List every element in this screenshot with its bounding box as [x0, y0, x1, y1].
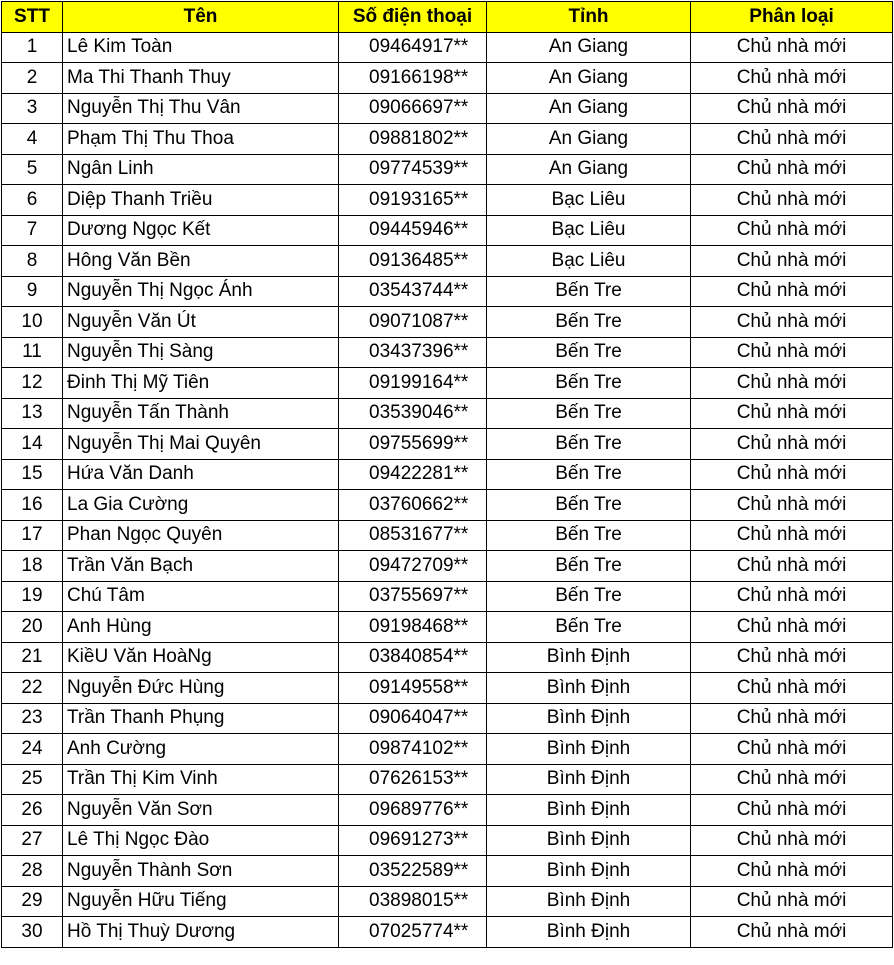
table-row: [2, 337, 893, 368]
contact-table: [1, 1, 893, 948]
row-phone: 09136485**: [339, 246, 487, 277]
row-name: Diệp Thanh Triều: [63, 185, 339, 216]
row-stt: 21: [2, 642, 63, 673]
row-province: Bình Định: [487, 825, 691, 856]
table-row: [2, 612, 893, 643]
row-name: Nguyễn Đức Hùng: [63, 673, 339, 704]
row-phone: 09689776**: [339, 795, 487, 826]
row-name: Nguyễn Tấn Thành: [63, 398, 339, 429]
table-row: [2, 307, 893, 338]
row-category: Chủ nhà mới: [691, 307, 893, 338]
row-name: Phạm Thị Thu Thoa: [63, 124, 339, 155]
row-name: Nguyễn Thị Sàng: [63, 337, 339, 368]
table-row: [2, 673, 893, 704]
row-name: La Gia Cường: [63, 490, 339, 521]
row-phone: 09166198**: [339, 63, 487, 94]
row-name: Nguyễn Thị Thu Vân: [63, 93, 339, 124]
row-stt: 30: [2, 917, 63, 948]
table-row: [2, 490, 893, 521]
table-row: [2, 246, 893, 277]
row-category: Chủ nhà mới: [691, 856, 893, 887]
row-category: Chủ nhà mới: [691, 551, 893, 582]
row-category: Chủ nhà mới: [691, 124, 893, 155]
row-name: Đinh Thị Mỹ Tiên: [63, 368, 339, 399]
table-row: [2, 154, 893, 185]
row-name: Nguyễn Thị Ngọc Ánh: [63, 276, 339, 307]
row-category: Chủ nhà mới: [691, 520, 893, 551]
table-row: [2, 276, 893, 307]
row-category: Chủ nhà mới: [691, 93, 893, 124]
row-stt: 14: [2, 429, 63, 460]
table-row: [2, 734, 893, 765]
row-stt: 19: [2, 581, 63, 612]
row-phone: 09445946**: [339, 215, 487, 246]
row-category: Chủ nhà mới: [691, 795, 893, 826]
table-row: [2, 886, 893, 917]
row-name: Lê Kim Toàn: [63, 32, 339, 63]
row-phone: 09193165**: [339, 185, 487, 216]
row-phone: 09464917**: [339, 32, 487, 63]
row-phone: 03543744**: [339, 276, 487, 307]
header-name: Tên: [63, 2, 339, 33]
row-category: Chủ nhà mới: [691, 886, 893, 917]
header-category: Phân loại: [691, 2, 893, 33]
row-name: Hứa Văn Danh: [63, 459, 339, 490]
table-row: [2, 825, 893, 856]
table-row: [2, 93, 893, 124]
row-province: An Giang: [487, 63, 691, 94]
row-category: Chủ nhà mới: [691, 276, 893, 307]
row-name: Nguyễn Hữu Tiếng: [63, 886, 339, 917]
row-province: An Giang: [487, 154, 691, 185]
row-phone: 07025774**: [339, 917, 487, 948]
row-category: Chủ nhà mới: [691, 398, 893, 429]
table-row: [2, 368, 893, 399]
row-province: Bến Tre: [487, 337, 691, 368]
row-phone: 09472709**: [339, 551, 487, 582]
row-province: Bạc Liêu: [487, 215, 691, 246]
table-row: [2, 764, 893, 795]
row-stt: 9: [2, 276, 63, 307]
row-stt: 12: [2, 368, 63, 399]
row-stt: 6: [2, 185, 63, 216]
row-phone: 03755697**: [339, 581, 487, 612]
row-phone: 09199164**: [339, 368, 487, 399]
row-stt: 13: [2, 398, 63, 429]
row-phone: 09149558**: [339, 673, 487, 704]
row-phone: 09881802**: [339, 124, 487, 155]
row-stt: 22: [2, 673, 63, 704]
row-province: Bến Tre: [487, 307, 691, 338]
row-phone: 03437396**: [339, 337, 487, 368]
row-stt: 4: [2, 124, 63, 155]
row-name: Anh Cường: [63, 734, 339, 765]
row-category: Chủ nhà mới: [691, 825, 893, 856]
row-phone: 09755699**: [339, 429, 487, 460]
row-province: Bình Định: [487, 764, 691, 795]
row-name: KiềU Văn HoàNg: [63, 642, 339, 673]
row-category: Chủ nhà mới: [691, 215, 893, 246]
row-phone: 03898015**: [339, 886, 487, 917]
row-province: Bình Định: [487, 917, 691, 948]
row-province: Bình Định: [487, 642, 691, 673]
header-phone: Số điện thoại: [339, 2, 487, 33]
row-category: Chủ nhà mới: [691, 612, 893, 643]
row-province: Bến Tre: [487, 551, 691, 582]
header-province: Tỉnh: [487, 2, 691, 33]
row-province: Bến Tre: [487, 520, 691, 551]
row-stt: 26: [2, 795, 63, 826]
row-stt: 15: [2, 459, 63, 490]
table-row: [2, 459, 893, 490]
row-stt: 27: [2, 825, 63, 856]
row-category: Chủ nhà mới: [691, 917, 893, 948]
row-category: Chủ nhà mới: [691, 368, 893, 399]
table-row: [2, 917, 893, 948]
row-category: Chủ nhà mới: [691, 642, 893, 673]
row-province: An Giang: [487, 124, 691, 155]
row-stt: 25: [2, 764, 63, 795]
row-category: Chủ nhà mới: [691, 246, 893, 277]
row-stt: 1: [2, 32, 63, 63]
row-stt: 18: [2, 551, 63, 582]
row-province: Bến Tre: [487, 368, 691, 399]
table-row: [2, 795, 893, 826]
row-name: Dương Ngọc Kết: [63, 215, 339, 246]
row-category: Chủ nhà mới: [691, 185, 893, 216]
row-phone: 03539046**: [339, 398, 487, 429]
row-category: Chủ nhà mới: [691, 429, 893, 460]
table-row: [2, 398, 893, 429]
row-phone: 08531677**: [339, 520, 487, 551]
row-category: Chủ nhà mới: [691, 459, 893, 490]
row-stt: 2: [2, 63, 63, 94]
row-name: Ma Thi Thanh Thuy: [63, 63, 339, 94]
row-name: Trần Thanh Phụng: [63, 703, 339, 734]
row-name: Nguyễn Thành Sơn: [63, 856, 339, 887]
row-category: Chủ nhà mới: [691, 63, 893, 94]
row-stt: 23: [2, 703, 63, 734]
table-row: [2, 429, 893, 460]
row-phone: 09071087**: [339, 307, 487, 338]
table-row: [2, 63, 893, 94]
row-stt: 24: [2, 734, 63, 765]
row-category: Chủ nhà mới: [691, 337, 893, 368]
row-province: Bạc Liêu: [487, 246, 691, 277]
row-province: Bến Tre: [487, 612, 691, 643]
row-stt: 29: [2, 886, 63, 917]
row-category: Chủ nhà mới: [691, 32, 893, 63]
row-province: An Giang: [487, 32, 691, 63]
row-province: Bình Định: [487, 703, 691, 734]
table-row: [2, 124, 893, 155]
row-province: Bình Định: [487, 886, 691, 917]
table-row: [2, 185, 893, 216]
row-stt: 10: [2, 307, 63, 338]
row-name: Chú Tâm: [63, 581, 339, 612]
row-province: Bến Tre: [487, 398, 691, 429]
row-phone: 09064047**: [339, 703, 487, 734]
row-province: Bình Định: [487, 856, 691, 887]
table-row: [2, 520, 893, 551]
row-stt: 5: [2, 154, 63, 185]
row-category: Chủ nhà mới: [691, 764, 893, 795]
row-province: Bình Định: [487, 673, 691, 704]
table-row: [2, 551, 893, 582]
row-phone: 03522589**: [339, 856, 487, 887]
row-province: Bến Tre: [487, 429, 691, 460]
row-category: Chủ nhà mới: [691, 673, 893, 704]
row-name: Phan Ngọc Quyên: [63, 520, 339, 551]
row-stt: 7: [2, 215, 63, 246]
row-province: Bến Tre: [487, 490, 691, 521]
row-name: Lê Thị Ngọc Đào: [63, 825, 339, 856]
row-stt: 20: [2, 612, 63, 643]
row-province: Bến Tre: [487, 581, 691, 612]
row-category: Chủ nhà mới: [691, 703, 893, 734]
table-row: [2, 856, 893, 887]
row-name: Hông Văn Bền: [63, 246, 339, 277]
row-stt: 11: [2, 337, 63, 368]
row-phone: 09874102**: [339, 734, 487, 765]
row-name: Nguyễn Văn Út: [63, 307, 339, 338]
row-stt: 17: [2, 520, 63, 551]
row-province: Bình Định: [487, 734, 691, 765]
row-phone: 03760662**: [339, 490, 487, 521]
table-row: [2, 581, 893, 612]
row-name: Ngân Linh: [63, 154, 339, 185]
row-province: Bình Định: [487, 795, 691, 826]
row-name: Anh Hùng: [63, 612, 339, 643]
row-name: Hồ Thị Thuỳ Dương: [63, 917, 339, 948]
row-province: Bến Tre: [487, 459, 691, 490]
table-row: [2, 703, 893, 734]
row-stt: 8: [2, 246, 63, 277]
row-stt: 16: [2, 490, 63, 521]
row-name: Nguyễn Thị Mai Quyên: [63, 429, 339, 460]
row-province: Bạc Liêu: [487, 185, 691, 216]
row-stt: 3: [2, 93, 63, 124]
row-category: Chủ nhà mới: [691, 490, 893, 521]
row-phone: 09422281**: [339, 459, 487, 490]
row-category: Chủ nhà mới: [691, 734, 893, 765]
row-phone: 09774539**: [339, 154, 487, 185]
row-phone: 09066697**: [339, 93, 487, 124]
row-name: Nguyễn Văn Sơn: [63, 795, 339, 826]
row-phone: 03840854**: [339, 642, 487, 673]
table-row: [2, 642, 893, 673]
row-stt: 28: [2, 856, 63, 887]
row-province: An Giang: [487, 93, 691, 124]
row-province: Bến Tre: [487, 276, 691, 307]
row-name: Trần Văn Bạch: [63, 551, 339, 582]
row-name: Trần Thị Kim Vinh: [63, 764, 339, 795]
row-phone: 07626153**: [339, 764, 487, 795]
row-category: Chủ nhà mới: [691, 581, 893, 612]
row-phone: 09691273**: [339, 825, 487, 856]
row-category: Chủ nhà mới: [691, 154, 893, 185]
header-row: [2, 2, 893, 33]
row-phone: 09198468**: [339, 612, 487, 643]
table-row: [2, 215, 893, 246]
header-stt: STT: [2, 2, 63, 33]
table-row: [2, 32, 893, 63]
